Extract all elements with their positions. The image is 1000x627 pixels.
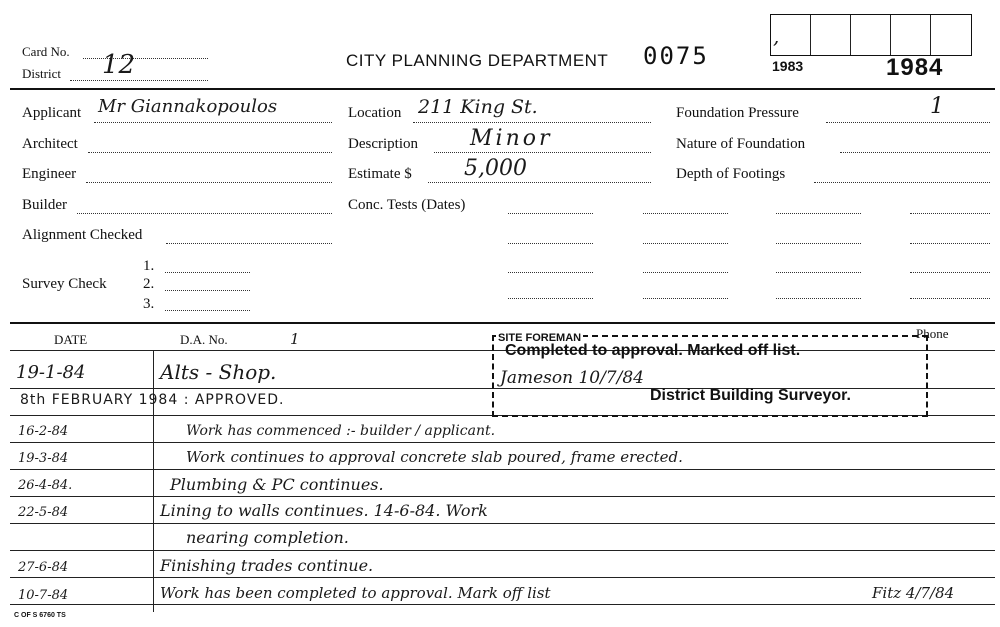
card-no-label: Card No.	[22, 44, 70, 59]
stamp-line-1: Completed to approval. Marked off list.	[505, 342, 801, 359]
conc-tests-label: Conc. Tests (Dates)	[348, 197, 466, 213]
conc-line-2d	[910, 243, 990, 244]
depth-of-footings-label: Depth of Footings	[676, 166, 786, 182]
year-printed: 1983	[772, 58, 804, 74]
conc-line-4d	[910, 298, 990, 299]
row-8-date: 27-6-84	[18, 560, 69, 575]
depth-line	[814, 182, 990, 183]
nature-of-foundation-label: Nature of Foundation	[676, 136, 806, 152]
row-rule-6	[10, 523, 995, 524]
location-value: 211 King St.	[418, 96, 538, 118]
district-value: 12	[102, 50, 136, 80]
date-header: DATE	[54, 332, 88, 347]
survey-item-3: 3.	[143, 296, 155, 312]
card-number: 0075	[643, 42, 709, 70]
da-no-header: D.A. No.	[180, 332, 228, 347]
site-foreman-label: SITE FOREMAN	[498, 332, 582, 344]
row-1-date: 19-1-84	[16, 362, 86, 383]
stamp-line-2: District Building Surveyor.	[650, 387, 851, 404]
engineer-line	[86, 182, 332, 183]
final-signature: Fitz 4/7/84	[872, 584, 955, 602]
estimate-value: 5,000	[464, 156, 527, 181]
survey-item-2: 2.	[143, 276, 155, 292]
alignment-line	[166, 243, 332, 244]
row-7-text: nearing completion.	[186, 528, 349, 547]
form-code: C OF S 6760 TS	[14, 612, 66, 619]
row-5-date: 26-4-84.	[18, 478, 73, 493]
alignment-label: Alignment Checked	[22, 227, 143, 243]
row-2-date: 8th FEBRUARY 1984 : APPROVED.	[20, 392, 285, 408]
row-8-text: Finishing trades continue.	[160, 556, 374, 575]
da-no-value: 1	[290, 330, 300, 348]
conc-line-1c	[776, 213, 861, 214]
builder-label: Builder	[22, 197, 67, 213]
conc-line-2b	[643, 243, 728, 244]
log-top-rule	[10, 322, 995, 324]
row-rule-3	[10, 442, 995, 443]
row-rule-5	[10, 496, 995, 497]
conc-line-2c	[776, 243, 861, 244]
district-line	[70, 80, 208, 81]
description-label: Description	[348, 136, 418, 152]
foundation-pressure-label: Foundation Pressure	[676, 105, 799, 121]
row-rule-7	[10, 550, 995, 551]
estimate-line	[428, 182, 651, 183]
foundation-pressure-line	[826, 122, 990, 123]
stamp-signature: Jameson 10/7/84	[500, 368, 644, 388]
applicant-value: Mr Giannakopoulos	[98, 96, 278, 117]
row-9-date: 10-7-84	[18, 588, 69, 603]
conc-line-4c	[776, 298, 861, 299]
row-6-date: 22-5-84	[18, 505, 69, 520]
conc-line-1d	[910, 213, 990, 214]
row-5-text: Plumbing & PC continues.	[170, 475, 384, 494]
applicant-line	[94, 122, 332, 123]
survey-line-2	[165, 290, 250, 291]
row-1-text: Alts - Shop.	[160, 360, 277, 384]
architect-label: Architect	[22, 136, 78, 152]
page-title: CITY PLANNING DEPARTMENT	[346, 51, 609, 70]
survey-line-1	[165, 272, 250, 273]
foundation-pressure-value: 1	[930, 94, 944, 119]
box-mark: ,	[773, 24, 780, 48]
description-value: Minor	[470, 126, 553, 151]
conc-line-3d	[910, 272, 990, 273]
survey-item-1: 1.	[143, 258, 155, 274]
survey-check-label: Survey Check	[22, 276, 107, 292]
location-label: Location	[348, 105, 402, 121]
survey-line-3	[165, 310, 250, 311]
description-line	[434, 152, 651, 153]
row-4-text: Work continues to approval concrete slab poured, frame erected.	[186, 448, 683, 466]
conc-line-3a	[508, 272, 593, 273]
conc-line-1b	[643, 213, 728, 214]
engineer-label: Engineer	[22, 166, 77, 182]
header-divider	[10, 88, 995, 90]
phone-label: Phone	[916, 326, 949, 341]
conc-line-2a	[508, 243, 593, 244]
row-6-text: Lining to walls continues. 14-6-84. Work	[160, 501, 488, 520]
nature-line	[840, 152, 990, 153]
conc-line-3c	[776, 272, 861, 273]
applicant-label: Applicant	[22, 105, 82, 121]
row-9-text: Work has been completed to approval. Mark off list	[160, 584, 551, 602]
district-label: District	[22, 66, 61, 81]
row-rule-9	[10, 604, 995, 605]
conc-line-4a	[508, 298, 593, 299]
row-3-text: Work has commenced :- builder / applicant.	[186, 423, 496, 439]
builder-line	[77, 213, 332, 214]
row-rule-8	[10, 577, 995, 578]
architect-line	[88, 152, 332, 153]
estimate-label: Estimate $	[348, 166, 412, 182]
row-rule-4	[10, 469, 995, 470]
conc-line-3b	[643, 272, 728, 273]
conc-line-4b	[643, 298, 728, 299]
year-boxes	[770, 14, 972, 56]
row-3-date: 16-2-84	[18, 424, 69, 439]
conc-line-1a	[508, 213, 593, 214]
date-column-divider	[153, 350, 154, 612]
location-line	[413, 122, 651, 123]
year-handwritten: 1984	[886, 54, 944, 81]
row-4-date: 19-3-84	[18, 451, 69, 466]
